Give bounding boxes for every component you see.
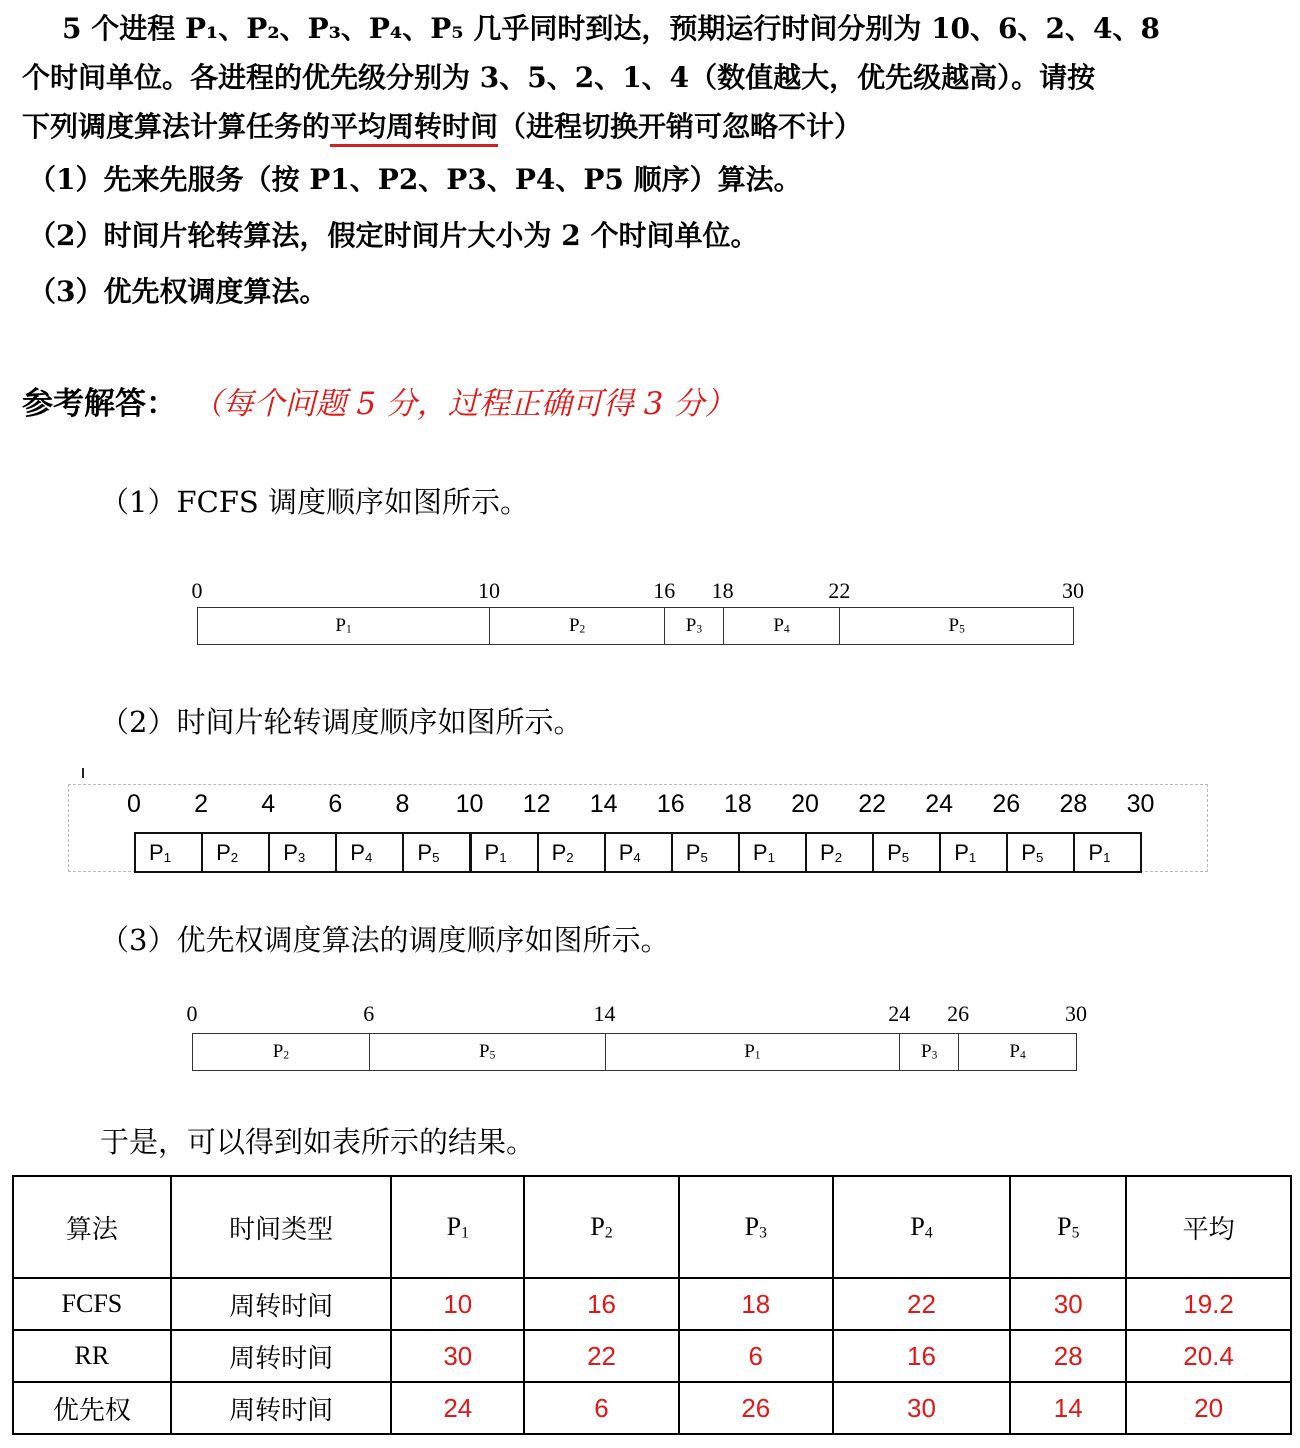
prio-tick: 24 [888, 1001, 911, 1026]
question-text [22, 4, 1272, 151]
prio-tick: 6 [363, 1001, 375, 1026]
question-item-2: （2）时间片轮转算法，假定时间片大小为 2 个时间单位。 [28, 219, 759, 252]
prio-segment: $P_1$ [605, 1033, 901, 1071]
rr-tick: 28 [1059, 790, 1088, 818]
table-row [13, 1330, 1291, 1382]
header-p1: $P_1$ [391, 1176, 524, 1278]
cell-value: 28 [1010, 1330, 1126, 1382]
fcfs-segment: $P_1$ [197, 607, 490, 645]
rr-tick: 16 [656, 790, 685, 818]
question-item-3: （3）优先权调度算法。 [28, 275, 328, 308]
header-time-type: 时间类型 [171, 1176, 392, 1278]
fcfs-tick: 10 [478, 578, 500, 603]
rr-segment: $P_3$ [268, 832, 337, 873]
rr-tick: 2 [194, 790, 209, 818]
header-p5: $P_5$ [1010, 1176, 1126, 1278]
table-row [13, 1278, 1291, 1330]
rr-tick: 4 [261, 790, 276, 818]
rr-segment: $P_1$ [134, 832, 203, 873]
results-table [12, 1175, 1292, 1435]
table-header-row [13, 1176, 1291, 1278]
cell-value: 30 [833, 1382, 1011, 1434]
fcfs-caption: （1）FCFS 调度顺序如图所示。 [100, 485, 529, 519]
rr-caption: （2）时间片轮转调度顺序如图所示。 [100, 705, 583, 739]
row-time-type: 周转时间 [171, 1278, 392, 1330]
rr-tick: 18 [723, 790, 752, 818]
rr-segment: $P_2$ [805, 832, 874, 873]
cell-value: 26 [679, 1382, 833, 1434]
cursor-mark [82, 768, 84, 778]
fcfs-tick: 18 [711, 578, 734, 603]
cell-value: 10 [391, 1278, 524, 1330]
prio-tick: 26 [947, 1001, 970, 1026]
cell-average: 20 [1126, 1382, 1291, 1434]
scoring-note: （每个问题 5 分，过程正确可得 3 分） [207, 386, 736, 422]
rr-segment: $P_2$ [537, 832, 606, 873]
rr-segment: $P_5$ [402, 832, 471, 873]
rr-segment: $P_5$ [872, 832, 941, 873]
cell-average: 20.4 [1126, 1330, 1291, 1382]
question-line-2: 个时间单位。各进程的优先级分别为 3、5、2、1、4（数值越大，优先级越高）。请按 [22, 61, 1096, 94]
cell-value: 6 [679, 1330, 833, 1382]
fcfs-segment: $P_4$ [723, 607, 841, 645]
question-line-3-pre: 下列调度算法计算任务的 [22, 110, 331, 143]
cell-value: 22 [833, 1278, 1011, 1330]
row-time-type: 周转时间 [171, 1330, 392, 1382]
prio-tick: 30 [1065, 1001, 1087, 1026]
row-algorithm: RR [13, 1330, 171, 1382]
row-algorithm: FCFS [13, 1278, 171, 1330]
question-line-3 [22, 102, 1272, 151]
prio-segment: $P_2$ [192, 1033, 370, 1071]
fcfs-tick: 22 [828, 578, 851, 603]
header-p2: $P_2$ [524, 1176, 679, 1278]
rr-segment: $P_2$ [201, 832, 270, 873]
fcfs-tick: 30 [1062, 578, 1084, 603]
prio-tick: 0 [186, 1001, 198, 1026]
rr-tick: 12 [522, 790, 551, 818]
rr-tick: 30 [1126, 790, 1155, 818]
header-p4: $P_4$ [833, 1176, 1011, 1278]
prio-segment: $P_4$ [958, 1033, 1077, 1071]
rr-segment: $P_1$ [738, 832, 807, 873]
cell-value: 24 [391, 1382, 524, 1434]
header-algorithm: 算法 [13, 1176, 171, 1278]
result-caption: 于是，可以得到如表所示的结果。 [100, 1125, 536, 1159]
fcfs-tick: 16 [653, 578, 676, 603]
rr-segment: $P_5$ [671, 832, 740, 873]
prio-segment: $P_3$ [899, 1033, 959, 1071]
cell-value: 14 [1010, 1382, 1126, 1434]
table-row [13, 1382, 1291, 1434]
question-item-1: （1）先来先服务（按 P1、P2、P3、P4、P5 顺序）算法。 [28, 163, 802, 196]
row-algorithm: 优先权 [13, 1382, 171, 1434]
answer-heading: 参考解答： [22, 386, 177, 422]
cell-value: 16 [833, 1330, 1011, 1382]
fcfs-segment: $P_2$ [489, 607, 665, 645]
answer-heading-line [22, 378, 735, 423]
rr-segment: $P_1$ [1073, 832, 1142, 873]
rr-tick: 24 [925, 790, 954, 818]
rr-tick: 20 [791, 790, 819, 818]
row-time-type: 周转时间 [171, 1382, 392, 1434]
rr-segment: $P_4$ [335, 832, 404, 873]
emphasis-average-turnaround: 平均周转时间 [330, 110, 498, 147]
prio-tick: 14 [593, 1001, 616, 1026]
cell-value: 6 [524, 1382, 679, 1434]
header-p3: $P_3$ [679, 1176, 833, 1278]
rr-tick: 0 [127, 790, 141, 818]
question-line-1: 5 个进程 P₁、P₂、P₃、P₄、P₅ 几乎同时到达，预期运行时间分别为 10、6、2、4、8 [62, 12, 1160, 45]
cell-value: 18 [679, 1278, 833, 1330]
fcfs-segment: $P_3$ [664, 607, 723, 645]
rr-segment: $P_1$ [939, 832, 1008, 873]
cell-average: 19.2 [1126, 1278, 1291, 1330]
cell-value: 22 [524, 1330, 679, 1382]
cell-value: 30 [391, 1330, 524, 1382]
rr-tick: 6 [328, 790, 343, 818]
rr-tick: 8 [395, 790, 410, 818]
rr-tick: 10 [455, 790, 484, 818]
header-average: 平均 [1126, 1176, 1291, 1278]
priority-caption: （3）优先权调度算法的调度顺序如图所示。 [100, 923, 670, 957]
rr-segment: $P_4$ [604, 832, 673, 873]
prio-segment: $P_5$ [369, 1033, 606, 1071]
rr-tick: 22 [858, 790, 886, 818]
fcfs-segment: $P_5$ [839, 607, 1074, 645]
cell-value: 30 [1010, 1278, 1126, 1330]
cell-value: 16 [524, 1278, 679, 1330]
fcfs-tick: 0 [191, 578, 203, 603]
rr-segment: $P_5$ [1006, 832, 1075, 873]
rr-tick: 14 [589, 790, 618, 818]
rr-tick: 26 [992, 790, 1021, 818]
rr-segment: $P_1$ [470, 832, 539, 873]
question-line-3-post: （进程切换开销可忽略不计） [498, 110, 863, 143]
